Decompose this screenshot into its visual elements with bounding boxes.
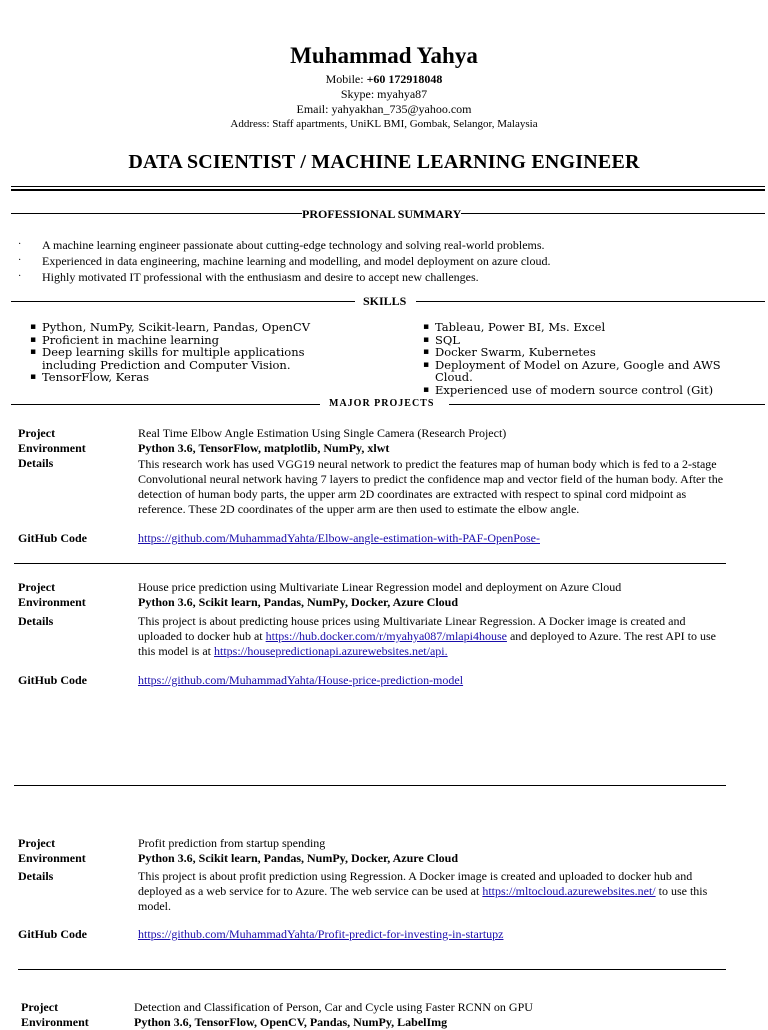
webservice-link[interactable]: https://mltocloud.azurewebsites.net/ (482, 884, 656, 898)
divider (11, 186, 765, 187)
api-link[interactable]: https://housepredictionapi.azurewebsites.net/api. (214, 644, 448, 658)
project-title: House price prediction using Multivariate Linear Regression model and deployment on Azure Cloud (138, 580, 622, 594)
skill-item: ▪ TensorFlow, Keras (28, 371, 348, 384)
project-details: This research work has used VGG19 neural network to predict the features map of human body which is fed to a 2-stage Convolutional neural network having 7 layers to predict the confidence map and vector field of the human body. After the detection of human body parts, the upper arm 2D coordinates are extracted with respect to spinal cord midpoint as reference. These 2D coordinates of the upper arm are then used to estimate the elbow angle. (138, 457, 724, 516)
github-link[interactable]: https://github.com/MuhammadYahta/House-price-prediction-model (138, 673, 464, 687)
project-environment: Python 3.6, Scikit learn, Pandas, NumPy, Docker, Azure Cloud (138, 595, 459, 609)
section-rule (11, 301, 355, 302)
details-label: Details (18, 614, 54, 628)
project-divider (14, 785, 726, 786)
project-environment: Python 3.6, Scikit learn, Pandas, NumPy, Docker, Azure Cloud (138, 851, 459, 865)
mobile-line (0, 72, 768, 87)
projects-heading: MAJOR PROJECTS (329, 398, 435, 409)
address-line: Address: Staff apartments, UniKL BMI, Gombak, Selangor, Malaysia (230, 118, 538, 130)
project-title: Profit prediction from startup spending (138, 836, 326, 850)
github-label: GitHub Code (18, 531, 88, 545)
mobile-label: Mobile: (325, 72, 367, 86)
skill-item: ▪ SQL (421, 334, 761, 347)
project-label: Project (18, 426, 56, 440)
mobile-number: +60 172918048 (366, 72, 443, 86)
job-title: DATA SCIENTIST / MACHINE LEARNING ENGINEER (128, 151, 640, 173)
project-title: Detection and Classification of Person, Car and Cycle using Faster RCNN on GPU (134, 1000, 533, 1014)
github-label: GitHub Code (18, 927, 88, 941)
skype-line: Skype: myahya87 (340, 87, 428, 101)
skill-item: ▪ Docker Swarm, Kubernetes (421, 346, 761, 359)
details-label: Details (18, 869, 54, 883)
details-label: Details (18, 456, 54, 470)
environment-label: Environment (18, 595, 86, 609)
project-label: Project (18, 580, 56, 594)
skill-item: ▪ Experienced use of modern source control (Git) (421, 384, 761, 397)
project-details: This project is about predicting house prices using Multivariate Linear Regression. A Docker image is created and uploaded to docker hub at https://hub.docker.com/r/myahya087/mlapi4house and deployed to Azure. The rest API to use this model is at https://housepredictionapi.azurewebsites.net/api. (138, 614, 717, 658)
section-rule (416, 301, 765, 302)
candidate-name: Muhammad Yahya (290, 43, 478, 68)
project-divider (14, 563, 726, 564)
skills-left-list (28, 321, 348, 384)
skill-item: ▪ Python, NumPy, Scikit-learn, Pandas, OpenCV (28, 321, 348, 334)
summary-item: · A machine learning engineer passionate about cutting-edge technology and solving real-world problems. (18, 238, 545, 252)
skill-item: ▪ Deployment of Model on Azure, Google and AWS Cloud. (421, 359, 761, 384)
project-label: Project (21, 1000, 59, 1014)
summary-list (14, 237, 551, 285)
environment-label: Environment (21, 1015, 89, 1029)
project-details: This project is about profit prediction using Regression. A Docker image is created and uploaded to docker hub and deployed as a web service for to Azure. The web service can be used at https://mltocloud.azurewebsites.net/ to use this model. (138, 869, 708, 913)
skill-item: ▪ Tableau, Power BI, Ms. Excel (421, 321, 761, 334)
github-label: GitHub Code (18, 673, 88, 687)
project-divider (18, 969, 726, 970)
dockerhub-link[interactable]: https://hub.docker.com/r/myahya087/mlapi4house (265, 629, 507, 643)
summary-item: · Experienced in data engineering, machine learning and modelling, and model deployment on azure cloud. (18, 254, 551, 268)
project-label: Project (18, 836, 56, 850)
project-title: Real Time Elbow Angle Estimation Using Single Camera (Research Project) (138, 426, 507, 440)
email-line: Email: yahyakhan_735@yahoo.com (296, 102, 472, 116)
divider (11, 189, 765, 191)
summary-item: · Highly motivated IT professional with the enthusiasm and desire to accept new challenges. (18, 270, 479, 284)
project-environment: Python 3.6, TensorFlow, matplotlib, NumPy, xlwt (138, 441, 390, 455)
environment-label: Environment (18, 851, 86, 865)
section-rule (449, 404, 765, 405)
environment-label: Environment (18, 441, 86, 455)
github-link[interactable]: https://github.com/MuhammadYahta/Profit-predict-for-investing-in-startupz (138, 927, 504, 941)
summary-heading: PROFESSIONAL SUMMARY (302, 207, 462, 221)
skill-item: ▪ Proficient in machine learning (28, 334, 348, 347)
github-link[interactable]: https://github.com/MuhammadYahta/Elbow-angle-estimation-with-PAF-OpenPose- (138, 531, 540, 545)
skills-right-list (421, 321, 761, 396)
section-rule (11, 404, 320, 405)
skills-heading: SKILLS (363, 294, 407, 308)
project-environment: Python 3.6, TensorFlow, OpenCV, Pandas, NumPy, LabelImg (134, 1015, 448, 1029)
skill-item: ▪ Deep learning skills for multiple applications including Prediction and Computer Vision. (28, 346, 348, 371)
